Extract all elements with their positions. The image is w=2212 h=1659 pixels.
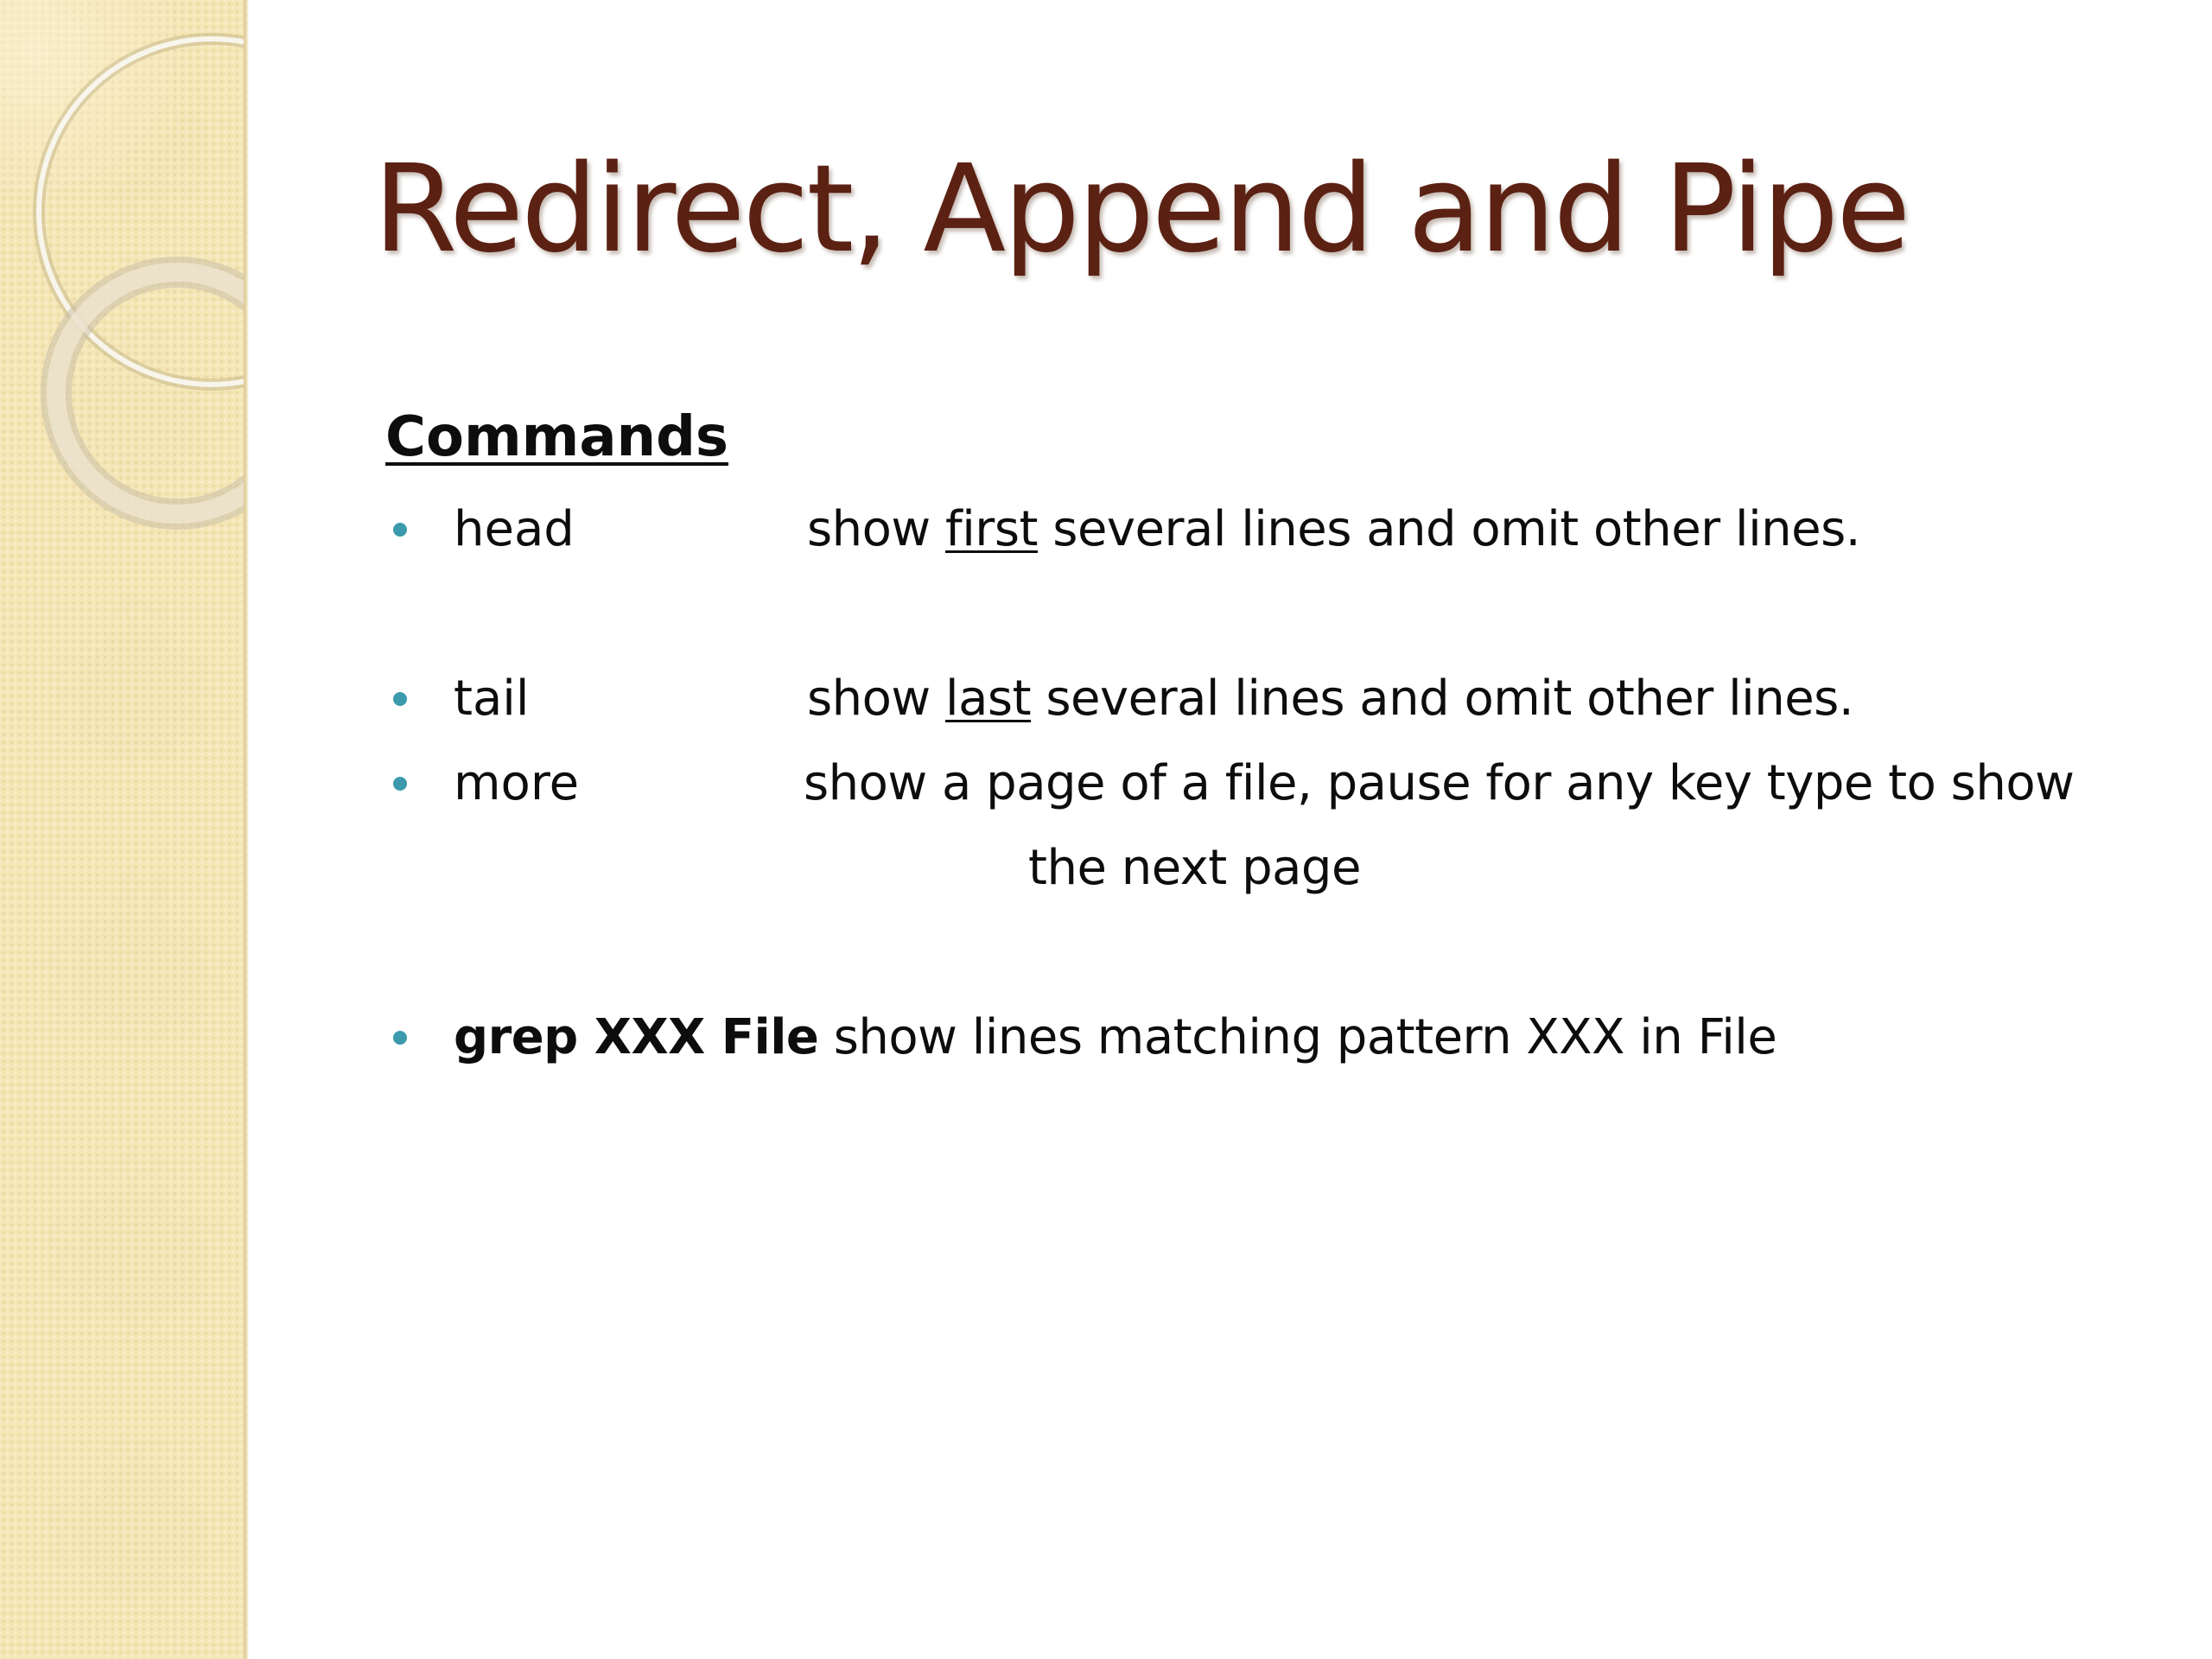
command-name: grep XXX File <box>454 1009 819 1065</box>
grep-line <box>454 1003 1777 1072</box>
bullet-icon <box>393 523 407 537</box>
bullet-icon <box>393 1031 407 1045</box>
description-text: several lines and omit other lines. <box>1037 501 1861 557</box>
description-emphasis: last <box>945 671 1032 727</box>
description-text: show <box>807 671 946 727</box>
description-text: show <box>807 501 946 557</box>
list-item-tail <box>0 664 2212 734</box>
list-item-grep <box>0 1003 2212 1072</box>
command-description <box>807 495 1860 564</box>
side-panel-shadow-edge <box>244 0 249 1659</box>
decorative-side-panel <box>0 0 244 1659</box>
command-description: show a page of a file, pause for any key type to show <box>804 755 2075 811</box>
description-emphasis: first <box>945 501 1038 557</box>
list-item-more <box>0 749 2212 818</box>
description-text: several lines and omit other lines. <box>1031 671 1854 727</box>
bullet-icon <box>393 692 407 706</box>
command-name: tail <box>454 671 530 727</box>
section-heading: Commands <box>385 405 728 469</box>
bullet-icon <box>393 777 407 791</box>
list-item-more-continuation <box>0 834 2212 903</box>
command-description-continuation: the next page <box>1028 840 1361 896</box>
command-description: show lines matching pattern XXX in File <box>818 1009 1777 1065</box>
command-name: more <box>454 755 580 811</box>
decorative-rings-graphic <box>0 0 244 553</box>
command-description <box>807 664 1853 734</box>
command-name: head <box>454 501 575 557</box>
list-item-head <box>0 495 2212 564</box>
slide-title: Redirect, Append and Pipe <box>373 139 1909 280</box>
